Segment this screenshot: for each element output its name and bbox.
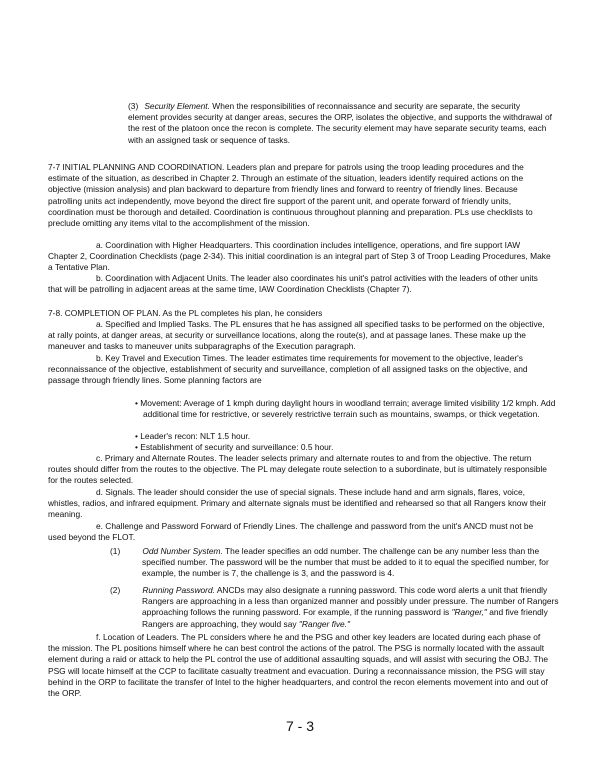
subpara-term: b. Coordination with Adjacent Units.: [96, 273, 229, 283]
leader-location-paragraph: [48, 632, 552, 699]
routes-paragraph: [48, 453, 552, 487]
subpara-text: The PL considers where he and the PSG and other key leaders are located during each phase of the mission. The PL positions himself where he can best control the actions of the patrol. The PSG is normally located with the assault element during a raid or attack to help the PL control the use of additional assaulting squads, and will assist with securing the OBJ. The PSG will locate himself at the CCP to facilitate casualty treatment and evacuation. During a reconnaissance mission, the PSG will stay behind in the ORP to facilitate the transfer of Intel to the higher headquarters, and control the recon elements movement into and out of the ORP.: [48, 632, 548, 699]
section-intro: As the PL completes his plan, he considers: [162, 308, 323, 318]
coordination-higher-paragraph: [48, 240, 552, 274]
signals-paragraph: [48, 487, 552, 521]
subpara-text: The PL ensures that he has assigned all specified tasks to be performed on the objective, at rally points, at danger areas, at security or surveillance locations, along the route(s), and at passage lanes. These make up the maneuver and tasks to maneuver units subparagraphs of the Execution paragraph.: [48, 319, 545, 352]
subpara-text: The challenge and password from the unit's ANCD must not be used beyond the FLOT.: [48, 521, 534, 543]
item-text: When the responsibilities of reconnaissance and security are separate, the security element provides security at danger areas, secures the ORP, isolates the objective, and supports the withdrawal of the rest of the platoon once the recon is complete. The security element may have separate security teams, each with an assigned task or sequence of tasks.: [128, 101, 552, 145]
subpara-text: The leader also coordinates his unit's patrol activities with the leaders of other units that will be patrolling in adjacent areas at the same time, IAW Coordination Checklists (Chapter 7).: [48, 273, 538, 295]
bullet-item: • Movement: Average of 1 kmph during daylight hours in woodland terrain; average limited visibility 1/2 kmph. Add additional time for restrictive, or severely restrictive terrain such as mountains, swamps, or thick vegetation.: [135, 398, 556, 420]
item-text: ANCDs may also designate a running password. This code word alerts a unit that friendly Rangers are approaching in a less than organized manner and possibly under pressure. The number of Rangers approaching follows the running password. For example, if the running password is: [142, 585, 559, 618]
section-7-7-paragraph: [48, 162, 552, 229]
subpara-term: e. Challenge and Password Forward of Friendly Lines.: [96, 521, 298, 531]
subpara-text: The leader should consider the use of special signals. These include hand and arm signals, flares, voice, whistles, radios, and infrared equipment. Primary and alternate signals must be identified and rehearsed so that all Rangers know their meaning.: [48, 487, 547, 520]
subpara-term: b. Key Travel and Execution Times.: [96, 353, 228, 363]
subpara-term: a. Coordination with Higher Headquarters.: [96, 240, 253, 250]
item-number: (2): [110, 585, 121, 595]
bullet-item: • Leader's recon: NLT 1.5 hour.: [135, 431, 251, 441]
item-term: Security Element.: [144, 101, 210, 111]
subpara-term: f. Location of Leaders.: [96, 632, 179, 642]
specified-tasks-paragraph: [48, 319, 552, 353]
page-number: 7 - 3: [285, 718, 314, 734]
section-text: Leaders plan and prepare for patrols using the troop leading procedures and the estimate of the situation, as described in Chapter 2. Through an estimate of the situation, leaders identify required actions on the objective (mission analysis) and plan backward to departure from friendly lines and forward to reentry of friendly lines. Because patrolling units act independently, move beyond the direct fire support of the parent unit, and operate forward of friendly units, coordination must be thorough and detailed. Coordination is continuous throughout planning and preparation. PLs use checklists to preclude omitting any items vital to the accomplishment of the mission.: [48, 162, 533, 229]
subpara-term: a. Specified and Implied Tasks.: [96, 319, 212, 329]
subpara-text: The leader selects primary and alternate routes to and from the objective. The return routes should differ from the routes to the objective. The PL may delegate route selection to a subordinate, but is ultimately responsible for the routes selected.: [48, 453, 547, 486]
subpara-term: c. Primary and Alternate Routes.: [96, 453, 217, 463]
challenge-password-paragraph: [48, 521, 552, 543]
subpara-text: The leader estimates time requirements for movement to the objective, leader's reconnaissance of the objective, establishment of security and surveillance, completion of all assigned tasks on the objective, and passage through friendly lines. Some planning factors are: [48, 353, 528, 386]
item-text: and five friendly Rangers are approaching, they would say: [142, 607, 548, 629]
coordination-adjacent-paragraph: [48, 273, 552, 295]
bullet-item: • Establishment of security and surveillance: 0.5 hour.: [135, 442, 334, 452]
section-heading: 7-8. COMPLETION OF PLAN.: [48, 308, 161, 318]
subpara-term: d. Signals.: [96, 487, 136, 497]
key-times-paragraph: [48, 353, 552, 387]
subpara-text: This coordination includes intelligence, operations, and fire support IAW Chapter 2, Coordination Checklists (page 2-34). This initial coordination is an integral part of Step 3 of Troop Leading Procedures, Make a Tentative Plan.: [48, 240, 551, 273]
item-number: (1): [110, 546, 121, 556]
item-term: Odd Number System.: [142, 546, 223, 556]
section-7-8-heading: [48, 308, 552, 319]
section-heading: 7-7 INITIAL PLANNING AND COORDINATION.: [48, 162, 225, 172]
item-term: Running Password.: [142, 585, 215, 595]
quoted-term: "Ranger five.": [298, 618, 351, 629]
odd-number-paragraph: [110, 546, 570, 580]
quoted-term: "Ranger,": [451, 607, 487, 618]
item-text: The leader specifies an odd number. The challenge can be any number less than the specified number. The password will be the number that must be added to it to equal the specified number, for example, the number is 7, the challenge is 3, and the password is 4.: [142, 546, 549, 579]
item-number: (3): [128, 101, 139, 111]
security-element-paragraph: [128, 101, 552, 146]
running-password-paragraph: [110, 585, 570, 630]
